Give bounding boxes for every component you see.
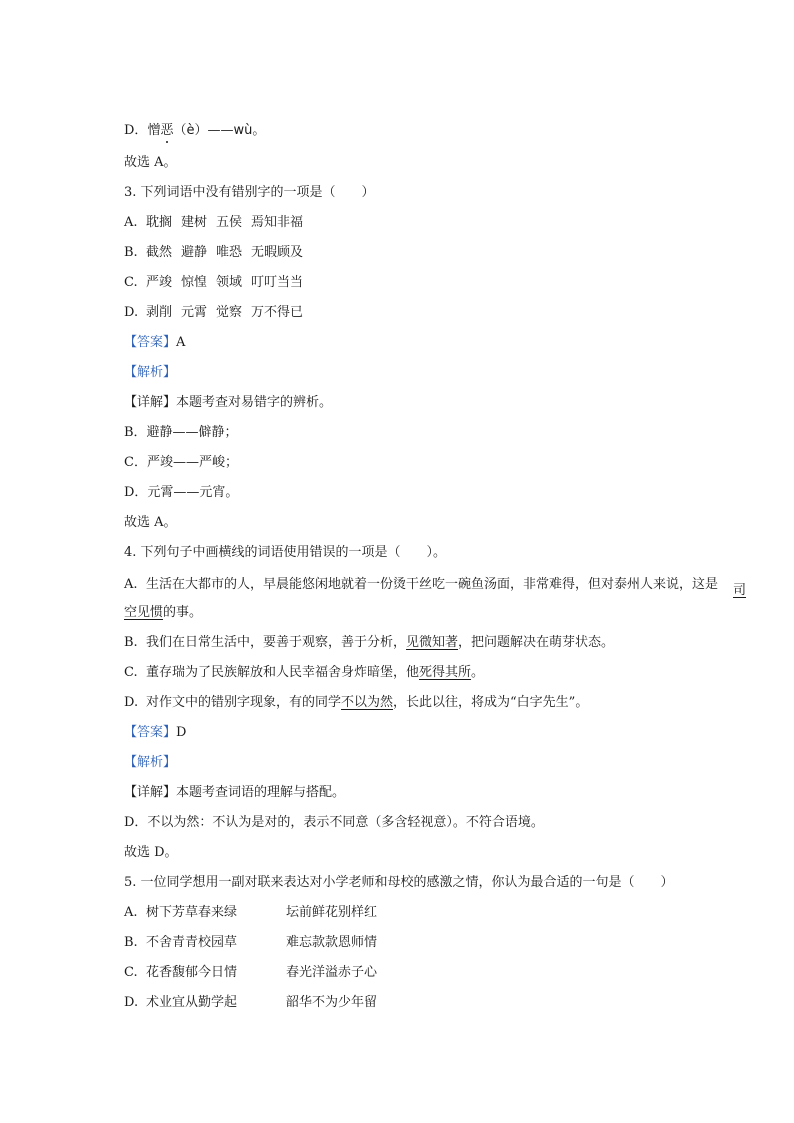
- q5-stem: 5. 一位同学想用一副对联来表达对小学老师和母校的感激之情，你认为最合适的一句是（ ）: [124, 875, 674, 890]
- answer-tag: 【答案】: [124, 335, 177, 350]
- option-label: B.: [124, 635, 138, 650]
- q3-option-c: [124, 274, 303, 292]
- prev-conclusion: 故选 A。: [124, 155, 177, 170]
- couplet-second: 坛前鲜花别样红: [286, 905, 378, 920]
- q3-answer: [124, 334, 185, 352]
- q5-option-a: [124, 904, 377, 922]
- option-label: D.: [124, 305, 139, 320]
- pinyin-old: è: [186, 123, 195, 138]
- paren-close: ）: [194, 123, 208, 138]
- option-word: 元霄: [181, 305, 208, 320]
- q4-option-d: [124, 694, 588, 712]
- couplet-second: 韶华不为少年留: [286, 995, 378, 1010]
- q4-option-a-line1: [124, 576, 729, 594]
- underlined-phrase: 空见惯: [124, 605, 164, 620]
- detail-tag: 【详解】: [124, 785, 177, 800]
- option-word: 叮叮当当: [251, 275, 304, 290]
- option-text: 。: [471, 665, 485, 680]
- option-word: 觉察: [216, 305, 243, 320]
- option-text: 对作文中的错别字现象，有的同学: [146, 695, 342, 710]
- underlined-phrase: 见微知著: [406, 635, 459, 650]
- option-label: D．: [124, 123, 148, 138]
- q4-explain: D．不以为然：不认为是对的，表示不同意（多含轻视意）。不符合语境。: [124, 815, 544, 830]
- q4-option-a-overflow-char: 司: [733, 583, 747, 598]
- q3-correction-c: C．严竣——严峻；: [124, 455, 238, 470]
- answer-tag: 【答案】: [124, 725, 177, 740]
- q4-analysis: [124, 754, 176, 772]
- option-text: 生活在大都市的人，早晨能悠闲地就着一份烫干丝吃一碗鱼汤面，非常难得，但对泰州人来说，这是: [146, 577, 719, 592]
- option-label: B.: [124, 245, 138, 260]
- word-char: 憎: [147, 123, 161, 138]
- option-word: 领域: [216, 275, 243, 290]
- q3-stem: 3. 下列词语中没有错别字的一项是（ ）: [124, 185, 375, 200]
- option-label: D.: [124, 995, 139, 1010]
- option-label: A.: [124, 215, 138, 230]
- dotted-char: 恶: [160, 123, 174, 138]
- couplet-first: 不舍青青校园草: [146, 935, 238, 950]
- option-word: 严竣: [146, 275, 173, 290]
- q4-option-b: [124, 634, 614, 652]
- option-word: 避静: [181, 245, 208, 260]
- q5-option-c: [124, 964, 377, 982]
- q4-detail: [124, 784, 345, 802]
- q5-option-b: [124, 934, 377, 952]
- option-text: ，长此以往，将成为“白字先生”。: [393, 695, 589, 710]
- couplet-second: 难忘款款恩师情: [286, 935, 378, 950]
- q4-answer: [124, 724, 186, 742]
- option-label: D.: [124, 695, 139, 710]
- option-text: 董存瑞为了民族解放和人民幸福舍身炸暗堡，他: [146, 665, 420, 680]
- q3-option-a: [124, 214, 303, 232]
- option-word: 无暇顾及: [251, 245, 304, 260]
- couplet-first: 花香馥郁今日情: [146, 965, 238, 980]
- option-word: 万不得已: [251, 305, 304, 320]
- q3-analysis: [124, 364, 176, 382]
- analysis-tag: 【解析】: [124, 755, 177, 770]
- option-text: ，把问题解决在萌芽状态。: [458, 635, 615, 650]
- couplet-first: 树下芳草春来绿: [146, 905, 238, 920]
- option-word: 焉知非福: [251, 215, 304, 230]
- option-text: 我们在日常生活中，要善于观察，善于分析，: [146, 635, 407, 650]
- underlined-phrase: 死得其所: [419, 665, 472, 680]
- prev-option-d: [124, 122, 265, 140]
- q4-stem: 4. 下列句子中画横线的词语使用错误的一项是（ ）。: [124, 545, 447, 560]
- q4-option-c: [124, 664, 484, 682]
- couplet-second: 春光洋溢赤子心: [286, 965, 378, 980]
- detail-tag: 【详解】: [124, 395, 177, 410]
- q4-conclusion: 故选 D。: [124, 845, 178, 860]
- detail-text: 本题考查对易错字的辨析。: [176, 395, 333, 410]
- q3-detail: [124, 394, 332, 412]
- option-word: 耽搁: [146, 215, 173, 230]
- end-mark: 。: [252, 123, 266, 138]
- pinyin-new: wù: [233, 123, 253, 138]
- option-label: C.: [124, 965, 138, 980]
- underlined-phrase: 不以为然: [341, 695, 394, 710]
- q3-conclusion: 故选 A。: [124, 515, 177, 530]
- option-word: 五侯: [216, 215, 243, 230]
- detail-text: 本题考查词语的理解与搭配。: [176, 785, 346, 800]
- option-label: C.: [124, 665, 138, 680]
- option-word: 截然: [146, 245, 173, 260]
- q3-option-d: [124, 304, 303, 322]
- q3-correction-d: D．元霄——元宵。: [124, 485, 239, 500]
- q5-option-d: [124, 994, 377, 1012]
- option-label: B.: [124, 935, 138, 950]
- option-label: C.: [124, 275, 138, 290]
- answer-value: D: [176, 725, 187, 740]
- analysis-tag: 【解析】: [124, 365, 177, 380]
- option-word: 惊惶: [181, 275, 208, 290]
- option-word: 建树: [181, 215, 208, 230]
- q4-option-a-line2: [124, 604, 202, 622]
- answer-value: A: [176, 335, 186, 350]
- option-text: 的事。: [163, 605, 203, 620]
- q3-correction-b: B．避静——僻静；: [124, 425, 238, 440]
- option-word: 剥削: [146, 305, 173, 320]
- option-label: A.: [124, 577, 138, 592]
- option-label: A.: [124, 905, 138, 920]
- paren-open: （: [173, 123, 187, 138]
- dash: ——: [207, 123, 234, 138]
- q3-option-b: [124, 244, 303, 262]
- couplet-first: 术业宜从勤学起: [146, 995, 238, 1010]
- option-word: 唯恐: [216, 245, 243, 260]
